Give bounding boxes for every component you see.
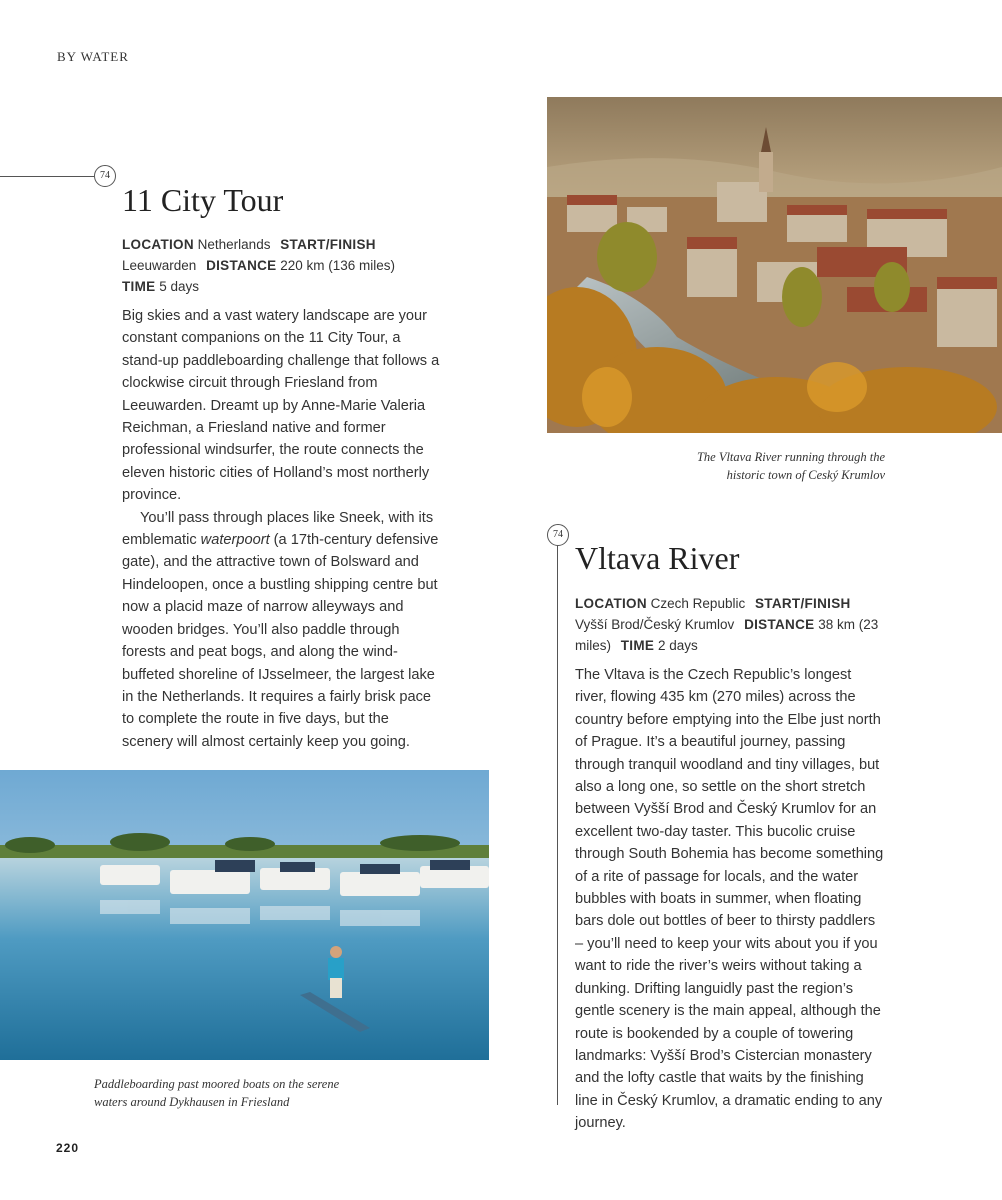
city-tour-title: 11 City Tour bbox=[122, 182, 284, 218]
start-value: Leeuwarden bbox=[122, 258, 197, 273]
location-label: LOCATION bbox=[122, 237, 194, 252]
friesland-photo bbox=[0, 770, 489, 1060]
time-label: TIME bbox=[122, 279, 156, 294]
distance-label: DISTANCE bbox=[744, 617, 815, 632]
emphasis-waterpoort: waterpoort bbox=[200, 532, 270, 549]
krumlov-photo bbox=[547, 97, 1002, 433]
entry-rule-vltava bbox=[557, 545, 558, 1105]
distance-value: 220 km (136 miles) bbox=[280, 258, 396, 273]
start-value: Vyšší Brod/Český Krumlov bbox=[575, 617, 735, 632]
vltava-title: Vltava River bbox=[575, 540, 740, 576]
time-value: 5 days bbox=[159, 279, 199, 294]
city-tour-paragraph-1: Big skies and a vast watery landscape are your constant companions on the 11 City Tour, a stand-up paddleboarding challenge that follows a clockwise circuit through Friesland from Leeuwarden. Dreamt up by Anne-Marie Valeria Reichman, a Friesland native and former professional windsurfer, the route connects the eleven historic cities of Holland’s most northerly province. bbox=[122, 308, 440, 504]
start-label: START/FINISH bbox=[280, 237, 376, 252]
entry-number-vltava: 74 bbox=[547, 524, 569, 546]
distance-value: 38 km (23 miles) bbox=[575, 617, 879, 653]
krumlov-caption: The Vltava River running through the historic town of Ceský Krumlov bbox=[696, 450, 885, 482]
distance-label: DISTANCE bbox=[206, 258, 277, 273]
location-value: Czech Republic bbox=[650, 596, 746, 611]
city-tour-facts bbox=[122, 234, 442, 297]
start-label: START/FINISH bbox=[754, 596, 851, 611]
time-label: TIME bbox=[620, 638, 655, 653]
vltava-paragraph-1: The Vltava is the Czech Republic’s longest river, flowing 435 km (270 miles) across the country before emptying into the Elbe just north of Prague. It’s a beautiful journey, passing through tranquil woodland and tiny villages, but also a long one, so settle on the short stretch between Vyšší Brod and Český Krumlov for an excellent two-day taster. This bucolic cruise through South Bohemia has become something of a rite of passage for locals, and the water bubbles with boats in summer, when floating bars dole out bottles of beer to thirsty paddlers – you’ll need to keep your wits about you if you want to ride the river’s weirs without taking a dunking. Drifting languidly past the region’s gentle scenery is the main appeal, although the route is bookended by a couple of towering landmarks: Vyšší Brod’s Cistercian monastery and the lofty castle that waits by the finishing line in Český Krumlov, a dramatic ending to any journey. bbox=[575, 667, 884, 1132]
city-tour-body bbox=[122, 305, 440, 753]
entry-number-city-tour: 74 bbox=[94, 165, 116, 187]
time-value: 2 days bbox=[657, 638, 698, 653]
vltava-facts bbox=[575, 593, 885, 656]
city-tour-paragraph-2: You’ll pass through places like Sneek, with its emblematic waterpoort (a 17th-century defensive gate), and the attractive town of Bolsward and Hindeloopen, once a bustling shipping centre but now a placid maze of narrow alleyways and wooden bridges. You’ll also paddle through forests and peat bogs, and along the wind-buffeted shoreline of IJsselmeer, the largest lake in the Netherlands. It requires a fairly brisk pace to complete the route in five days, but the scenery will almost certainly keep you going. bbox=[122, 509, 439, 750]
page-number: 220 bbox=[56, 1141, 80, 1155]
entry-rule-city-tour bbox=[0, 176, 94, 177]
location-label: LOCATION bbox=[575, 596, 647, 611]
section-label: BY WATER bbox=[57, 49, 129, 64]
vltava-body bbox=[575, 664, 887, 1135]
location-value: Netherlands bbox=[197, 237, 271, 252]
friesland-caption: Paddleboarding past moored boats on the serene waters around Dykhausen in Friesland bbox=[94, 1077, 340, 1109]
